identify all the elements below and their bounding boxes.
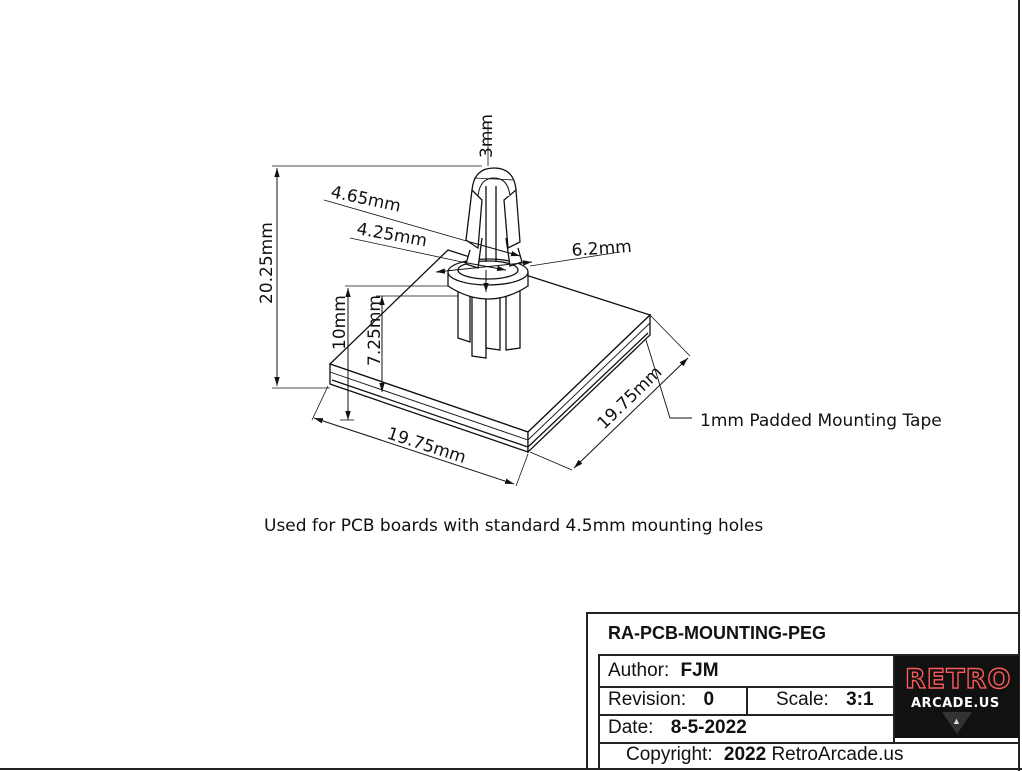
- date-label: Date:: [608, 717, 654, 738]
- dim-collar-height: 7.25mm: [365, 295, 385, 366]
- dim-outer-diameter: 4.65mm: [328, 182, 403, 217]
- dim-inner-diameter: 4.25mm: [355, 219, 429, 252]
- copyright-year: 2022: [723, 744, 767, 765]
- revision-field: [608, 689, 714, 711]
- revision-label: Revision:: [608, 689, 687, 710]
- revision-value: 0: [703, 689, 715, 710]
- revision-row-divider: [598, 714, 895, 716]
- usage-note: Used for PCB boards with standard 4.5mm mounting holes: [264, 516, 764, 536]
- date-value: 8-5-2022: [670, 717, 747, 738]
- logo-ship-icon: ▲: [952, 716, 961, 726]
- dim-collar-diameter: 6.2mm: [570, 236, 633, 261]
- author-field: [608, 660, 719, 682]
- scale-field: [776, 689, 874, 711]
- dim-base-width-side: 19.75mm: [593, 362, 667, 434]
- copyright-field: [626, 744, 903, 766]
- date-field: [608, 717, 747, 739]
- logo-subtitle: ARCADE.US: [911, 696, 1000, 711]
- scale-value: 3:1: [846, 689, 874, 710]
- copyright-label: Copyright:: [626, 744, 713, 765]
- copyright-owner: RetroArcade.us: [771, 744, 904, 765]
- dim-base-width-front: 19.75mm: [384, 423, 469, 469]
- part-name: RA-PCB-MOUNTING-PEG: [608, 623, 826, 643]
- dim-total-height: 20.25mm: [257, 222, 277, 304]
- retro-arcade-logo: [895, 656, 1019, 738]
- title-block-inner-left: [598, 654, 600, 770]
- revision-scale-divider: [746, 686, 748, 714]
- peg: [448, 168, 528, 358]
- dim-tip-width: 3mm: [477, 114, 497, 158]
- author-label: Author:: [608, 660, 670, 681]
- tape-callout: 1mm Padded Mounting Tape: [700, 411, 942, 431]
- author-value: FJM: [680, 660, 719, 681]
- logo-wordmark: RETRO: [905, 664, 1012, 695]
- scale-label: Scale:: [776, 689, 829, 710]
- dim-base-height: 10mm: [330, 295, 350, 350]
